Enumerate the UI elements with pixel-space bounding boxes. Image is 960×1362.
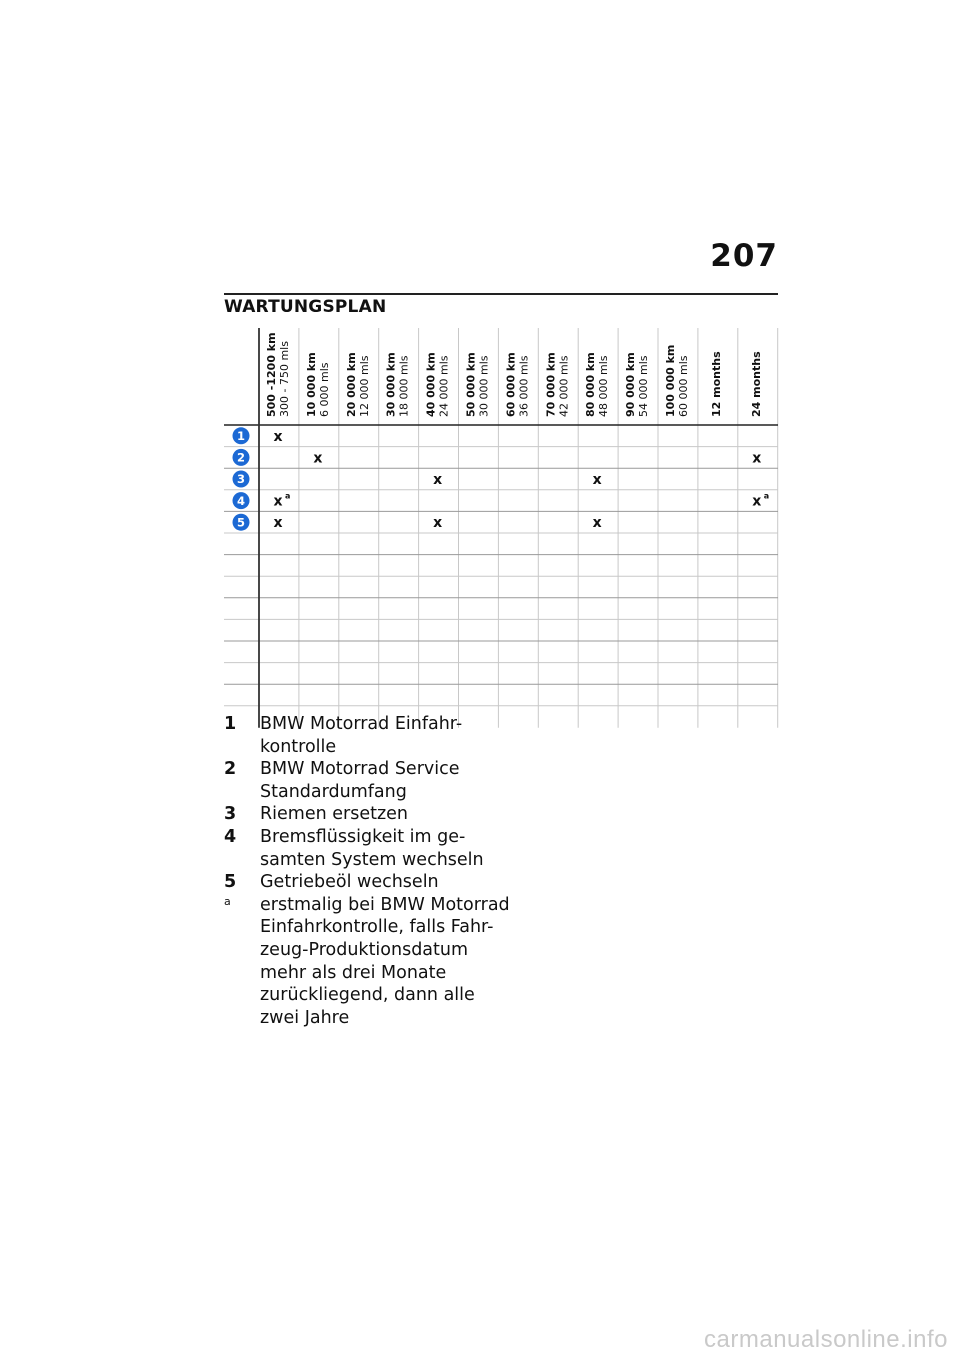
column-header [710, 351, 723, 417]
legend-item [224, 826, 514, 871]
column-header-km: 30 000 km [384, 352, 398, 417]
column-header-mls: 6 000 mls [317, 362, 331, 417]
column-header-km: 40 000 km [424, 352, 438, 417]
row-badge-number: 1 [236, 429, 246, 443]
column-header [385, 352, 411, 417]
legend-item [224, 803, 514, 826]
column-header [305, 352, 331, 417]
footnote-text: erstmalig bei BMW Motorrad Einfahrkontrolle, falls Fahr-zeug-Produktionsdatum mehr als drei Monate zurückliegend, dann alle zwei Jahre [260, 894, 510, 1028]
column-header [624, 352, 650, 417]
watermark: carmanualsonline.info [704, 1326, 948, 1353]
legend-text: Riemen ersetzen [260, 804, 409, 825]
legend-footnote [224, 894, 514, 1030]
row-badge-number: 2 [236, 450, 246, 465]
legend-text: BMW Motorrad Einfahr-kontrolle [260, 714, 463, 757]
column-header-mls: 24 000 mls [437, 355, 451, 417]
column-header-mls: 12 000 mls [357, 355, 371, 417]
page-number: 207 [710, 238, 778, 274]
column-header-mls: 48 000 mls [597, 355, 611, 417]
column-header [544, 352, 570, 417]
column-header-km: 70 000 km [544, 352, 558, 417]
column-header-km: 24 months [749, 351, 763, 417]
column-header [750, 351, 763, 417]
check-mark: x [433, 515, 443, 532]
check-mark: x [273, 493, 283, 510]
legend-item [224, 758, 514, 803]
check-mark: x [592, 515, 602, 532]
check-mark: x [752, 450, 762, 467]
check-mark: x [313, 450, 323, 467]
legend-number: 2 [224, 759, 237, 780]
footnote-marker: a [285, 491, 291, 501]
column-header-km: 12 months [709, 351, 723, 417]
column-header-mls: 18 000 mls [397, 355, 411, 417]
check-mark: x [592, 472, 602, 488]
legend-number: 5 [224, 872, 237, 893]
section-title: WARTUNGSPLAN [224, 297, 387, 317]
column-header-km: 500 -1200 km [264, 332, 278, 417]
column-header-mls: 30 000 mls [477, 355, 491, 417]
legend-text: Bremsflüssigkeit im ge-samten System wechseln [260, 826, 484, 870]
column-header-km: 100 000 km [663, 344, 677, 417]
column-header [345, 352, 371, 417]
legend-number: 1 [224, 714, 237, 734]
check-mark: x [433, 472, 443, 488]
footnote-marker: a [224, 894, 231, 908]
legend-number: 4 [224, 826, 237, 847]
column-header-mls: 60 000 mls [676, 355, 690, 417]
column-header [664, 345, 690, 417]
row-badge-number: 5 [236, 515, 246, 530]
footnote-marker: a [763, 491, 770, 501]
legend [224, 713, 514, 1029]
column-header [504, 352, 530, 417]
check-mark: x [273, 428, 283, 445]
column-header [584, 352, 610, 417]
column-header-mls: 300 - 750 mls [277, 341, 291, 417]
column-header-mls: 36 000 mls [517, 355, 531, 417]
column-header-km: 90 000 km [624, 352, 638, 417]
legend-number: 3 [224, 804, 237, 825]
legend-item [224, 871, 514, 894]
legend-text: BMW Motorrad Service Standardumfang [260, 759, 460, 802]
column-header [425, 352, 451, 417]
legend-text: Getriebeöl wechseln [260, 872, 439, 893]
row-badge-number: 3 [236, 472, 246, 487]
check-mark: x [273, 515, 283, 532]
legend-item [224, 713, 514, 758]
check-mark: x [752, 493, 762, 510]
row-badge-number: 4 [236, 493, 246, 508]
column-header-km: 50 000 km [464, 352, 478, 417]
column-header-mls: 42 000 mls [557, 355, 571, 417]
column-header-km: 80 000 km [584, 352, 598, 417]
column-header-mls: 54 000 mls [637, 355, 651, 417]
column-header [265, 332, 291, 417]
column-header-km: 60 000 km [504, 352, 518, 417]
column-header-km: 10 000 km [304, 352, 318, 417]
column-header-km: 20 000 km [344, 352, 358, 417]
column-header [464, 352, 490, 417]
